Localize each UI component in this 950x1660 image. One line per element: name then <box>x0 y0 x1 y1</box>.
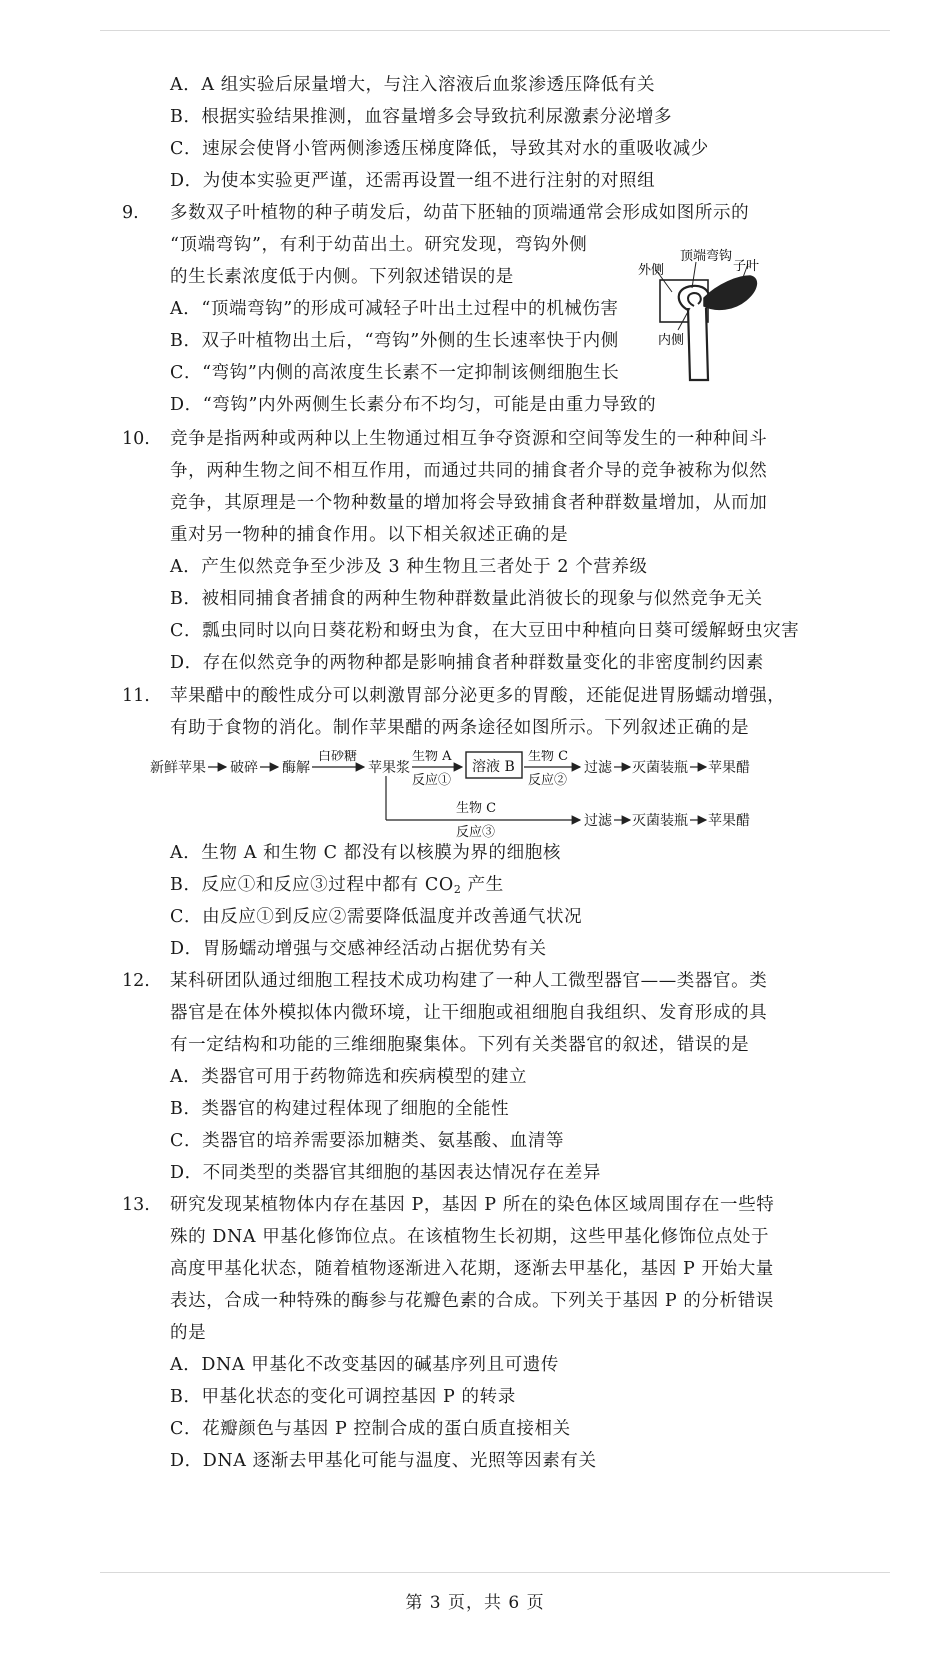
flow-crush: 破碎 <box>230 760 258 776</box>
q11-option-c: C．由反应①到反应②需要降低温度并改善通气状况 <box>170 907 583 927</box>
q8-option-a: A．A 组实验后尿量增大，与注入溶液后血浆渗透压降低有关 <box>170 75 656 95</box>
flow-reaction-2: 反应② <box>528 773 568 788</box>
q12-option-a: A．类器官可用于药物筛选和疾病模型的建立 <box>170 1067 528 1087</box>
q9-stem-2: “顶端弯钩”，有利于幼苗出土。研究发现，弯钩外侧 <box>170 235 588 255</box>
q12-option-b: B．类器官的构建过程体现了细胞的全能性 <box>170 1099 510 1119</box>
q11-option-b-text: B．反应①和反应③过程中都有 CO <box>170 875 454 895</box>
flow-sterilize-1: 灭菌装瓶 <box>632 760 688 776</box>
q11-option-b-sub: 2 <box>453 883 462 896</box>
q13-option-c: C．花瓣颜色与基因 P 控制合成的蛋白质直接相关 <box>170 1419 571 1439</box>
flow-organism-a: 生物 A <box>412 750 452 764</box>
q13-option-a: A．DNA 甲基化不改变基因的碱基序列且可遗传 <box>170 1355 559 1375</box>
q11-stem-1: 苹果醋中的酸性成分可以刺激胃部分泌更多的胃酸，还能促进胃肠蠕动增强， <box>170 686 786 706</box>
flow-reaction-1: 反应① <box>412 773 452 788</box>
q9-option-c: C．“弯钩”内侧的高浓度生长素不一定抑制该侧细胞生长 <box>170 363 620 383</box>
flow-solution-b: 溶液 B <box>472 759 515 775</box>
q12-stem-1: 某科研团队通过细胞工程技术成功构建了一种人工微型器官——类器官。类 <box>170 971 768 991</box>
q13-option-b: B．甲基化状态的变化可调控基因 P 的转录 <box>170 1387 516 1407</box>
flow-reaction-3: 反应③ <box>456 825 496 840</box>
flow-organism-c-2: 生物 C <box>456 801 497 816</box>
flow-filter-1: 过滤 <box>584 760 612 776</box>
q9-option-b: B．双子叶植物出土后，“弯钩”外侧的生长速率快于内侧 <box>170 331 619 351</box>
flow-enzymolysis: 酶解 <box>282 760 310 776</box>
q9-option-d: D．“弯钩”内外两侧生长素分布不均匀，可能是由重力导致的 <box>170 395 657 415</box>
fig-label-inner: 内侧 <box>658 333 685 348</box>
q10-option-a: A．产生似然竞争至少涉及 3 种生物且三者处于 2 个营养级 <box>170 557 648 577</box>
q13-option-d: D．DNA 逐渐去甲基化可能与温度、光照等因素有关 <box>170 1451 597 1471</box>
q10-option-c: C．瓢虫同时以向日葵花粉和蚜虫为食，在大豆田中种植向日葵可缓解蚜虫灾害 <box>170 621 800 641</box>
q8-option-d: D．为使本实验更严谨，还需再设置一组不进行注射的对照组 <box>170 171 656 191</box>
vinegar-flow-diagram <box>150 750 770 840</box>
q11-option-b <box>170 873 504 897</box>
apical-hook-figure <box>638 248 768 388</box>
q10-option-d: D．存在似然竞争的两物种都是影响捕食者种群数量变化的非密度制约因素 <box>170 653 764 673</box>
q9-number: 9. <box>122 203 139 223</box>
flow-fresh-apple: 新鲜苹果 <box>150 760 206 776</box>
q12-stem-3: 有一定结构和功能的三维细胞聚集体。下列有关类器官的叙述，错误的是 <box>170 1035 750 1055</box>
fig-label-hook: 顶端弯钩 <box>680 249 733 264</box>
q12-option-c: C．类器官的培养需要添加糖类、氨基酸、血清等 <box>170 1131 565 1151</box>
q13-stem-5: 的是 <box>170 1323 207 1343</box>
q13-stem-1: 研究发现某植物体内存在基因 P，基因 P 所在的染色体区域周围存在一些特 <box>170 1195 775 1215</box>
fig-label-cotyledon: 子叶 <box>733 259 760 274</box>
q8-option-b: B．根据实验结果推测，血容量增多会导致抗利尿激素分泌增多 <box>170 107 673 127</box>
flow-product-1: 苹果醋 <box>708 760 750 776</box>
scan-bottom-line <box>100 1572 890 1573</box>
flow-white-sugar: 白砂糖 <box>318 750 358 764</box>
q10-number: 10. <box>122 429 150 449</box>
flow-product-2: 苹果醋 <box>708 813 750 829</box>
flow-filter-2: 过滤 <box>584 813 612 829</box>
q10-stem-1: 竞争是指两种或两种以上生物通过相互争夺资源和空间等发生的一种种间斗 <box>170 429 768 449</box>
q10-stem-3: 竞争，其原理是一个物种数量的增加将会导致捕食者种群数量增加，从而加 <box>170 493 768 513</box>
q12-number: 12. <box>122 971 150 991</box>
q12-stem-2: 器官是在体外模拟体内微环境，让干细胞或祖细胞自我组织、发育形成的具 <box>170 1003 768 1023</box>
q13-stem-2: 殊的 DNA 甲基化修饰位点。在该植物生长初期，这些甲基化修饰位点处于 <box>170 1227 770 1247</box>
q11-option-a: A．生物 A 和生物 C 都没有以核膜为界的细胞核 <box>170 843 561 863</box>
q10-stem-2: 争，两种生物之间不相互作用，而通过共同的捕食者介导的竞争被称为似然 <box>170 461 768 481</box>
flow-apple-pulp: 苹果浆 <box>368 760 410 776</box>
q12-option-d: D．不同类型的类器官其细胞的基因表达情况存在差异 <box>170 1163 601 1183</box>
page-footer: 第 3 页，共 6 页 <box>405 1593 545 1613</box>
q9-stem-3: 的生长素浓度低于内侧。下列叙述错误的是 <box>170 267 514 287</box>
q13-stem-4: 表达，合成一种特殊的酶参与花瓣色素的合成。下列关于基因 P 的分析错误 <box>170 1291 774 1311</box>
q11-option-b-tail: 产生 <box>461 875 504 895</box>
q11-stem-2: 有助于食物的消化。制作苹果醋的两条途径如图所示。下列叙述正确的是 <box>170 718 750 738</box>
q10-option-b: B．被相同捕食者捕食的两种生物种群数量此消彼长的现象与似然竞争无关 <box>170 589 763 609</box>
q13-number: 13. <box>122 1195 150 1215</box>
q8-option-c: C．速尿会使肾小管两侧渗透压梯度降低，导致其对水的重吸收减少 <box>170 139 709 159</box>
flow-sterilize-2: 灭菌装瓶 <box>632 813 688 829</box>
q9-option-a: A．“顶端弯钩”的形成可减轻子叶出土过程中的机械伤害 <box>170 299 619 319</box>
q9-stem-1: 多数双子叶植物的种子萌发后，幼苗下胚轴的顶端通常会形成如图所示的 <box>170 203 750 223</box>
q10-stem-4: 重对另一物种的捕食作用。以下相关叙述正确的是 <box>170 525 569 545</box>
q11-option-d: D．胃肠蠕动增强与交感神经活动占据优势有关 <box>170 939 547 959</box>
q13-stem-3: 高度甲基化状态，随着植物逐渐进入花期，逐渐去甲基化，基因 P 开始大量 <box>170 1259 774 1279</box>
scan-top-line <box>100 30 890 31</box>
q11-number: 11. <box>122 686 150 706</box>
flow-organism-c: 生物 C <box>528 750 569 764</box>
fig-label-outer: 外侧 <box>638 263 665 278</box>
